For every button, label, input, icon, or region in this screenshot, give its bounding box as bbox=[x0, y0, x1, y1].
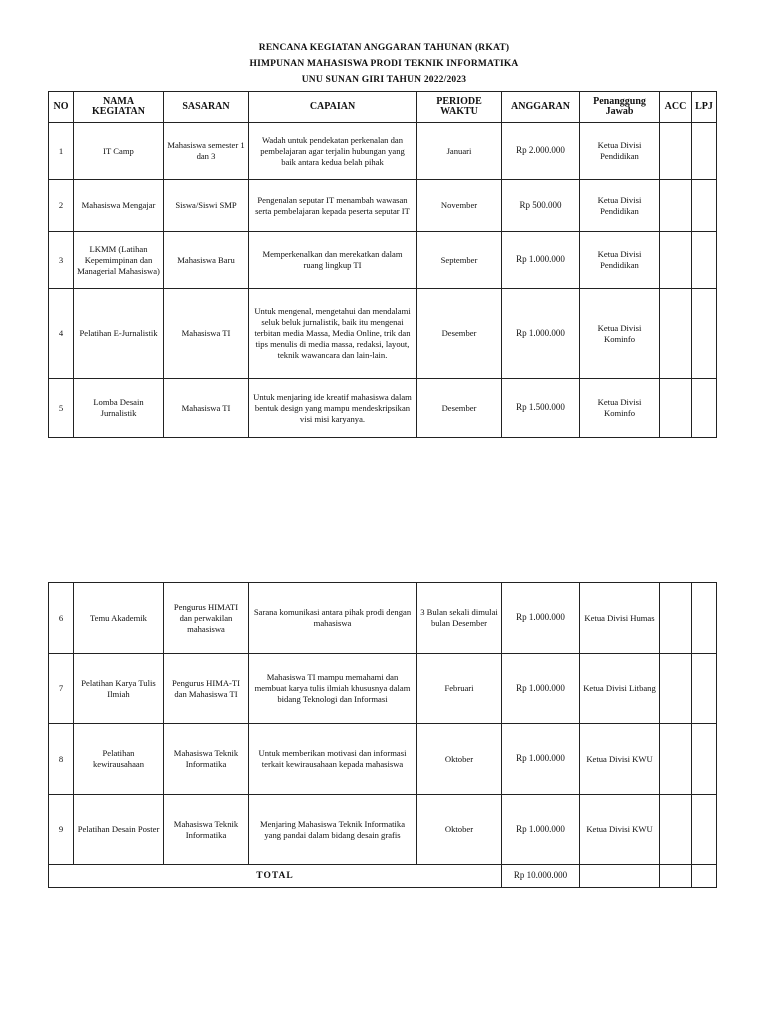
table-row bbox=[49, 654, 717, 724]
header-lpj: LPJ bbox=[692, 92, 717, 123]
cell-nama-kegiatan: Pelatihan kewirausahaan bbox=[74, 724, 164, 795]
table-row bbox=[49, 289, 717, 379]
title-line-3: UNU SUNAN GIRI TAHUN 2022/2023 bbox=[301, 75, 467, 85]
cell-capaian: Memperkenalkan dan merekatkan dalam ruang lingkup TI bbox=[249, 232, 417, 289]
header-sasaran: SASARAN bbox=[164, 92, 249, 123]
cell-capaian: Pengenalan seputar IT menambah wawasan serta pembelajaran kepada peserta seputar IT bbox=[249, 180, 417, 232]
cell-acc bbox=[660, 724, 692, 795]
title-line-1: RENCANA KEGIATAN ANGGARAN TAHUNAN (RKAT) bbox=[258, 43, 510, 53]
header-capaian: CAPAIAN bbox=[249, 92, 417, 123]
cell-nama-kegiatan: Pelatihan Desain Poster bbox=[74, 795, 164, 865]
cell-nama-kegiatan: IT Camp bbox=[74, 123, 164, 180]
cell-anggaran: Rp 1.500.000 bbox=[502, 379, 580, 438]
cell-nama-kegiatan: Temu Akademik bbox=[74, 583, 164, 654]
title-line-2: HIMPUNAN MAHASISWA PRODI TEKNIK INFORMATIKA bbox=[249, 59, 519, 69]
cell-acc bbox=[660, 379, 692, 438]
cell-lpj bbox=[692, 654, 717, 724]
cell-no: 4 bbox=[49, 289, 74, 379]
cell-sasaran: Pengurus HIMATI dan perwakilan mahasiswa bbox=[164, 583, 249, 654]
cell-sasaran: Mahasiswa TI bbox=[164, 289, 249, 379]
cell-capaian: Wadah untuk pendekatan perkenalan dan pembelajaran agar terjalin hubungan yang baik antara kedua belah pihak bbox=[249, 123, 417, 180]
cell-penanggung-jawab: Ketua Divisi Humas bbox=[580, 583, 660, 654]
cell-capaian: Untuk memberikan motivasi dan informasi terkait kewirausahaan kepada mahasiswa bbox=[249, 724, 417, 795]
cell-anggaran: Rp 500.000 bbox=[502, 180, 580, 232]
cell-nama-kegiatan: Pelatihan Karya Tulis Ilmiah bbox=[74, 654, 164, 724]
cell-acc bbox=[660, 795, 692, 865]
cell-penanggung-jawab: Ketua Divisi KWU bbox=[580, 795, 660, 865]
cell-penanggung-jawab: Ketua Divisi Kominfo bbox=[580, 289, 660, 379]
total-empty-pj bbox=[580, 865, 660, 888]
cell-penanggung-jawab: Ketua Divisi Pendidikan bbox=[580, 232, 660, 289]
cell-no: 7 bbox=[49, 654, 74, 724]
cell-no: 2 bbox=[49, 180, 74, 232]
cell-penanggung-jawab: Ketua Divisi Pendidikan bbox=[580, 123, 660, 180]
cell-nama-kegiatan: Mahasiswa Mengajar bbox=[74, 180, 164, 232]
cell-nama-kegiatan: LKMM (Latihan Kepemimpinan dan Managerial Mahasiswa) bbox=[74, 232, 164, 289]
table-row bbox=[49, 379, 717, 438]
cell-lpj bbox=[692, 289, 717, 379]
cell-acc bbox=[660, 180, 692, 232]
cell-periode: Oktober bbox=[417, 795, 502, 865]
cell-anggaran: Rp 1.000.000 bbox=[502, 795, 580, 865]
cell-anggaran: Rp 1.000.000 bbox=[502, 232, 580, 289]
cell-periode: September bbox=[417, 232, 502, 289]
header-periode-waktu: PERIODE WAKTU bbox=[417, 92, 502, 123]
cell-periode: Desember bbox=[417, 379, 502, 438]
cell-penanggung-jawab: Ketua Divisi Kominfo bbox=[580, 379, 660, 438]
total-empty-lpj bbox=[692, 865, 717, 888]
cell-periode: Januari bbox=[417, 123, 502, 180]
table-row bbox=[49, 583, 717, 654]
header-penanggung-jawab: Penanggung Jawab bbox=[580, 92, 660, 123]
total-empty-acc bbox=[660, 865, 692, 888]
cell-sasaran: Mahasiswa Baru bbox=[164, 232, 249, 289]
cell-periode: November bbox=[417, 180, 502, 232]
cell-lpj bbox=[692, 232, 717, 289]
total-amount: Rp 10.000.000 bbox=[502, 865, 580, 888]
table-row bbox=[49, 232, 717, 289]
cell-nama-kegiatan: Pelatihan E-Jurnalistik bbox=[74, 289, 164, 379]
cell-anggaran: Rp 1.000.000 bbox=[502, 724, 580, 795]
cell-no: 6 bbox=[49, 583, 74, 654]
cell-periode: Februari bbox=[417, 654, 502, 724]
table-row bbox=[49, 724, 717, 795]
rkat-table-page-2 bbox=[48, 582, 717, 888]
cell-no: 3 bbox=[49, 232, 74, 289]
cell-sasaran: Pengurus HIMA-TI dan Mahasiswa TI bbox=[164, 654, 249, 724]
cell-periode: Oktober bbox=[417, 724, 502, 795]
cell-acc bbox=[660, 583, 692, 654]
table-row bbox=[49, 180, 717, 232]
cell-penanggung-jawab: Ketua Divisi Pendidikan bbox=[580, 180, 660, 232]
cell-anggaran: Rp 1.000.000 bbox=[502, 289, 580, 379]
cell-sasaran: Siswa/Siswi SMP bbox=[164, 180, 249, 232]
header-anggaran: ANGGARAN bbox=[502, 92, 580, 123]
table-row bbox=[49, 123, 717, 180]
cell-capaian: Menjaring Mahasiswa Teknik Informatika yang pandai dalam bidang desain grafis bbox=[249, 795, 417, 865]
cell-sasaran: Mahasiswa semester 1 dan 3 bbox=[164, 123, 249, 180]
rkat-table-page-1 bbox=[48, 91, 717, 438]
cell-acc bbox=[660, 123, 692, 180]
cell-no: 8 bbox=[49, 724, 74, 795]
cell-anggaran: Rp 1.000.000 bbox=[502, 583, 580, 654]
cell-lpj bbox=[692, 795, 717, 865]
cell-nama-kegiatan: Lomba Desain Jurnalistik bbox=[74, 379, 164, 438]
cell-no: 9 bbox=[49, 795, 74, 865]
cell-anggaran: Rp 2.000.000 bbox=[502, 123, 580, 180]
cell-no: 1 bbox=[49, 123, 74, 180]
cell-no: 5 bbox=[49, 379, 74, 438]
cell-capaian: Mahasiswa TI mampu memahami dan membuat karya tulis ilmiah khususnya dalam bidang Teknologi dan Informasi bbox=[249, 654, 417, 724]
header-acc: ACC bbox=[660, 92, 692, 123]
cell-lpj bbox=[692, 180, 717, 232]
cell-capaian: Untuk menjaring ide kreatif mahasiswa dalam bentuk design yang mampu mendeskripsikan visi misi karyanya. bbox=[249, 379, 417, 438]
header-no: NO bbox=[49, 92, 74, 123]
cell-periode: Desember bbox=[417, 289, 502, 379]
table-header-row bbox=[49, 92, 717, 123]
cell-periode: 3 Bulan sekali dimulai bulan Desember bbox=[417, 583, 502, 654]
cell-acc bbox=[660, 654, 692, 724]
cell-sasaran: Mahasiswa Teknik Informatika bbox=[164, 795, 249, 865]
header-nama-kegiatan: NAMA KEGIATAN bbox=[74, 92, 164, 123]
cell-sasaran: Mahasiswa Teknik Informatika bbox=[164, 724, 249, 795]
cell-lpj bbox=[692, 724, 717, 795]
cell-sasaran: Mahasiswa TI bbox=[164, 379, 249, 438]
cell-acc bbox=[660, 289, 692, 379]
cell-lpj bbox=[692, 123, 717, 180]
cell-lpj bbox=[692, 379, 717, 438]
total-label: TOTAL bbox=[49, 865, 502, 888]
table-row bbox=[49, 795, 717, 865]
cell-lpj bbox=[692, 583, 717, 654]
cell-penanggung-jawab: Ketua Divisi KWU bbox=[580, 724, 660, 795]
cell-acc bbox=[660, 232, 692, 289]
cell-penanggung-jawab: Ketua Divisi Litbang bbox=[580, 654, 660, 724]
total-row bbox=[49, 865, 717, 888]
cell-capaian: Sarana komunikasi antara pihak prodi dengan mahasiswa bbox=[249, 583, 417, 654]
cell-capaian: Untuk mengenal, mengetahui dan mendalami seluk beluk jurnalistik, baik itu mengenai terbitan media Massa, Media Online, trik dan tips menulis di media massa, redaksi, layout, teknik wawancara dan lain-lain. bbox=[249, 289, 417, 379]
cell-anggaran: Rp 1.000.000 bbox=[502, 654, 580, 724]
